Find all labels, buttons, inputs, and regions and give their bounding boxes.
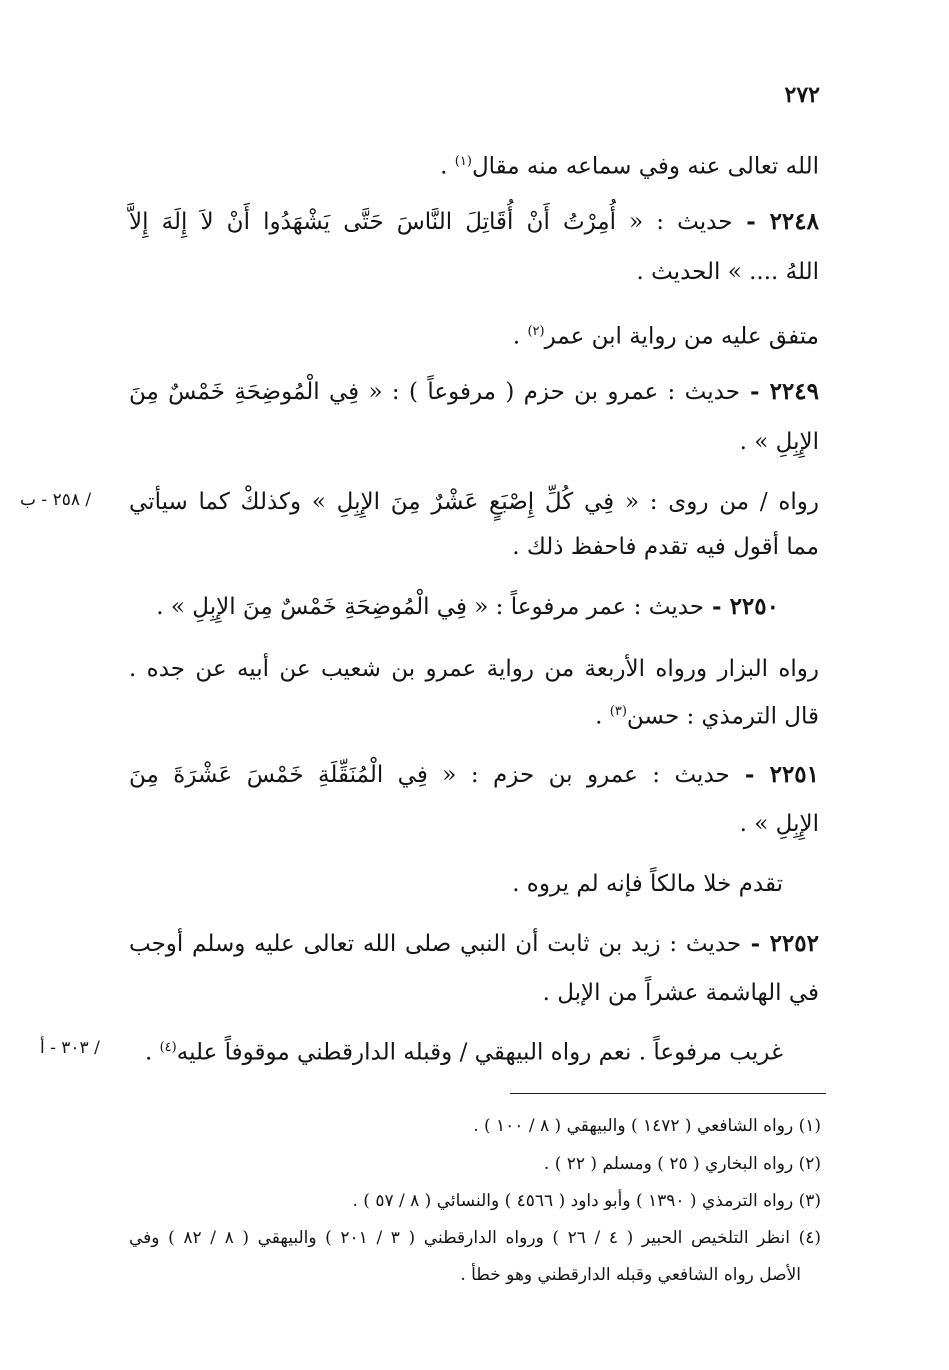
hadith-text: حديث : « أُمِرْتُ أَنْ أُقَاتِلَ النَّاسَ حَتَّى يَشْهَدُوا أَنْ لاَ إِلَهَ إِلاَّ xyxy=(129,209,733,235)
line-text: الله تعالى عنه وفي سماعه منه مقال xyxy=(471,153,819,180)
hadith-number: ٢٢٥١ - xyxy=(729,761,820,788)
hadith-number: ٢٢٤٨ - xyxy=(732,208,819,235)
line-text: غريب مرفوعاً . نعم رواه البيهقي / وقبله الدارقطني موقوفاً عليه xyxy=(176,1039,783,1066)
line-text: قال الترمذي : حسن xyxy=(626,703,819,730)
text-line: رواه البزار ورواه الأربعة من رواية عمرو بن شعيب عن أبيه عن جده . xyxy=(129,656,819,682)
text-line: مما أقول فيه تقدم فاحفظ ذلك . xyxy=(512,534,819,560)
line-end: . xyxy=(595,703,610,730)
line-end: . xyxy=(512,323,528,350)
hadith-2252-continuation: في الهاشمة عشراً من الإبل . xyxy=(542,980,819,1006)
hadith-number: ٢٢٥٠ - xyxy=(704,593,779,620)
hadith-text: حديث : عمرو بن حزم ( مرفوعاً ) : « فِي الْمُوضِحَةِ خَمْسٌ مِنَ xyxy=(129,379,740,405)
footnote: (٢) رواه البخاري ( ٢٥ ) ومسلم ( ٢٢ ) . xyxy=(543,1154,821,1174)
line-end: . xyxy=(144,1039,160,1066)
text-line: تقدم خلا مالكاً فإنه لم يروه . xyxy=(512,871,783,897)
hadith-2249 xyxy=(129,376,819,408)
margin-note: / ٣٠٣ - أ xyxy=(40,1038,100,1058)
hadith-2251-continuation: الإِبِلِ » . xyxy=(739,811,819,837)
hadith-number: ٢٢٤٩ - xyxy=(739,378,819,405)
footnote-reference: (١) xyxy=(454,154,472,169)
text-line xyxy=(513,316,819,353)
hadith-2248 xyxy=(129,206,819,238)
hadith-2248-continuation: اللهُ .... » الحديث . xyxy=(636,259,819,285)
hadith-2251 xyxy=(129,759,819,791)
footnote: (٤) انظر التلخيص الحبير ( ٤ / ٢٦ ) ورواه الدارقطني ( ٣ / ٢٠١ ) والبيهقي ( ٨ / ٨٢ ) وفي xyxy=(129,1228,821,1248)
text-line xyxy=(440,146,819,183)
footnote-reference: (٤) xyxy=(159,1040,177,1055)
margin-note: / ٢٥٨ - ب xyxy=(20,490,92,510)
text-line xyxy=(145,1032,783,1069)
hadith-number: ٢٢٥٢ - xyxy=(741,930,819,957)
footnote: (١) رواه الشافعي ( ١٤٧٢ ) والبيهقي ( ٨ / ١٠٠ ) . xyxy=(473,1116,821,1136)
hadith-2252 xyxy=(129,928,819,960)
text-line xyxy=(595,696,819,733)
hadith-text: حديث : زيد بن ثابت أن النبي صلى الله تعالى عليه وسلم أوجب xyxy=(129,931,742,957)
hadith-text: حديث : عمرو بن حزم : « فِي الْمُنَقِّلَةِ خَمْسَ عَشْرَةَ مِنَ xyxy=(129,762,730,788)
footnote-reference: (٢) xyxy=(527,324,545,339)
text-line: رواه / من روى : « فِي كُلِّ إِصْبَعٍ عَشْرٌ مِنَ الإِبِلِ » وكذلكْ كما سيأتي xyxy=(129,489,819,515)
footnote-divider xyxy=(510,1093,826,1094)
page-number: ٢٧٢ xyxy=(784,82,820,108)
footnote: (٣) رواه الترمذي ( ١٣٩٠ ) وأبو داود ( ٤٥٦٦ ) والنسائي ( ٨ / ٥٧ ) . xyxy=(352,1191,821,1211)
hadith-text: حديث : عمر مرفوعاً : « فِي الْمُوضِحَةِ خَمْسٌ مِنَ الإِبِلِ » . xyxy=(156,594,705,620)
hadith-2249-continuation: الإِبِلِ » . xyxy=(739,429,819,455)
line-end: . xyxy=(440,153,455,180)
footnote-continuation: الأصل رواه الشافعي وقبله الدارقطني وهو خطأ . xyxy=(460,1265,801,1285)
footnote-reference: (٣) xyxy=(609,704,627,719)
line-text: متفق عليه من رواية ابن عمر xyxy=(544,323,819,350)
hadith-2250 xyxy=(156,591,779,623)
